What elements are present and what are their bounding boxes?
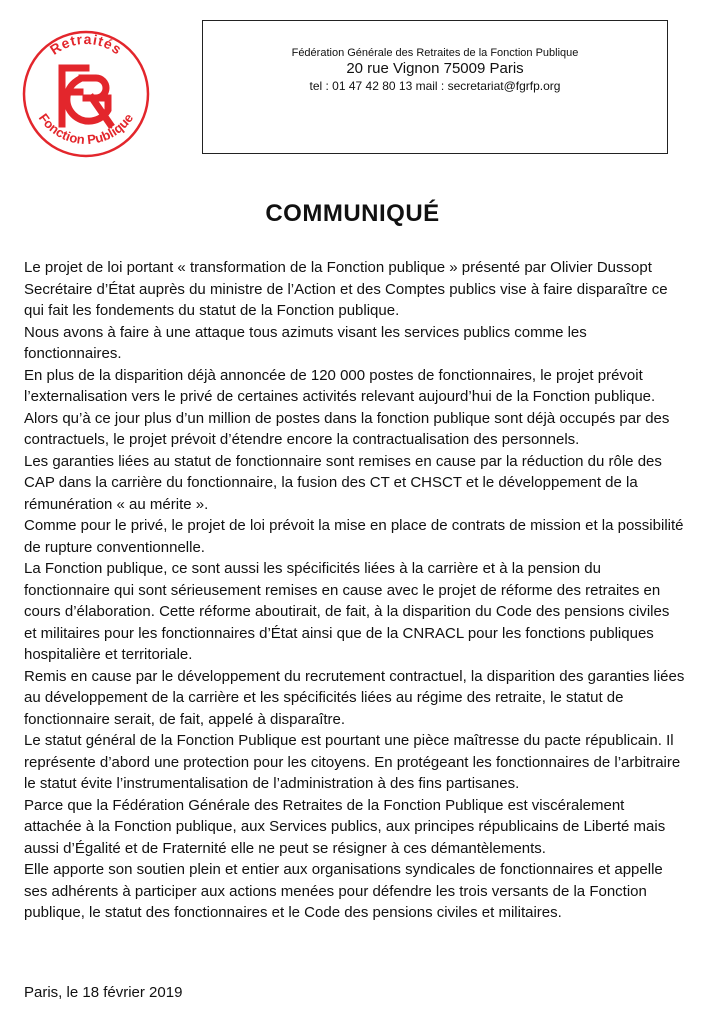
communique-body [24,257,686,924]
fgr-logo-graphic [20,28,152,160]
logo-text-top: Retraités [46,30,126,58]
paragraph: Parce que la Fédération Générale des Retraites de la Fonction Publique est viscéralement attachée à la Fonction publique, aux Services publics, aux principes républicains de Liberté mais aussi d’Égalité et de Fraternité elle ne peut se résigner à ces démantèlements. [24,796,666,857]
letterhead-box [202,20,668,154]
organization-name: Fédération Générale des Retraites de la Fonction Publique [291,47,579,59]
logo-text-bottom: Fonction Publique [35,110,137,148]
paragraph: En plus de la disparition déjà annoncée de 120 000 postes de fonctionnaires, le projet prévoit l’externalisation vers le privé de certaines activités relevant aujourd’hui de la Fonction publique. [24,366,656,405]
paragraph: Nous avons à faire à une attaque tous azimuts visant les services publics comme les fonctionnaires. [24,323,587,362]
paragraph: Le projet de loi portant « transformation de la Fonction publique » présenté par Olivier Dussopt Secrétaire d’État auprès du ministre de l’Action et des Comptes publics vise à faire disparaître ce qui fait les fondements du statut de la Fonction publique. [24,259,668,319]
paragraph: Elle apporte son soutien plein et entier aux organisations syndicales de fonctionnaires et appelle ses adhérents à participer aux actions menées pour défendre les trois versants de la Fonction publique, le statut des fonctionnaires et le Code des pensions civiles et militaires. [24,861,663,921]
paragraph: Remis en cause par le développement du recrutement contractuel, la disparition des garanties liées au développement de la carrière et les spécificités liées au régime des retraite, le statut de fonctionnaire serait, de fait, appelé à disparaître. [24,667,685,728]
date-signature: Paris, le 18 février 2019 [24,984,183,1001]
fgr-logo [20,28,152,160]
paragraph: Les garanties liées au statut de fonctionnaire sont remises en cause par la réduction du rôle des CAP dans la carrière du fonctionnaire, la fusion des CT et CHSCT et le développement de la rémunération « au mérite ». [24,452,662,513]
organization-contact: tel : 01 47 42 80 13 mail : secretariat@fgrfp.org [309,79,561,93]
document-title: COMMUNIQUÉ [265,200,440,227]
paragraph: La Fonction publique, ce sont aussi les spécificités liées à la carrière et à la pension du fonctionnaire qui sont sérieusement remises en cause avec le projet de réforme des retraites en cours d’élaboration. Cette réforme aboutirait, de fait, à la disparition du Code des pensions civiles et militaires pour les fonctionnaires d’État ainsi que de la CNRACL pour les fonctions publiques hospitalière et territoriale. [24,560,670,663]
paragraph: Alors qu’à ce jour plus d’un million de postes dans la fonction publique sont déjà occupés par des contractuels, le projet prévoit d’étendre encore la contractualisation des personnels. [24,409,670,448]
svg-text:Retraités [47,31,126,58]
svg-text:Fonction Publique [36,111,136,148]
paragraph: Le statut général de la Fonction Publique est pourtant une pièce maîtresse du pacte républicain. Il représente d’abord une protection pour les citoyens. En protégeant les fonctionnaires de l’arbitraire le statut évite l’instrumentalisation de l’administration à des fins partisanes. [24,732,681,792]
paragraph: Comme pour le privé, le projet de loi prévoit la mise en place de contrats de mission et la possibilité de rupture conventionnelle. [24,517,684,556]
organization-address: 20 rue Vignon 75009 Paris [346,60,524,77]
